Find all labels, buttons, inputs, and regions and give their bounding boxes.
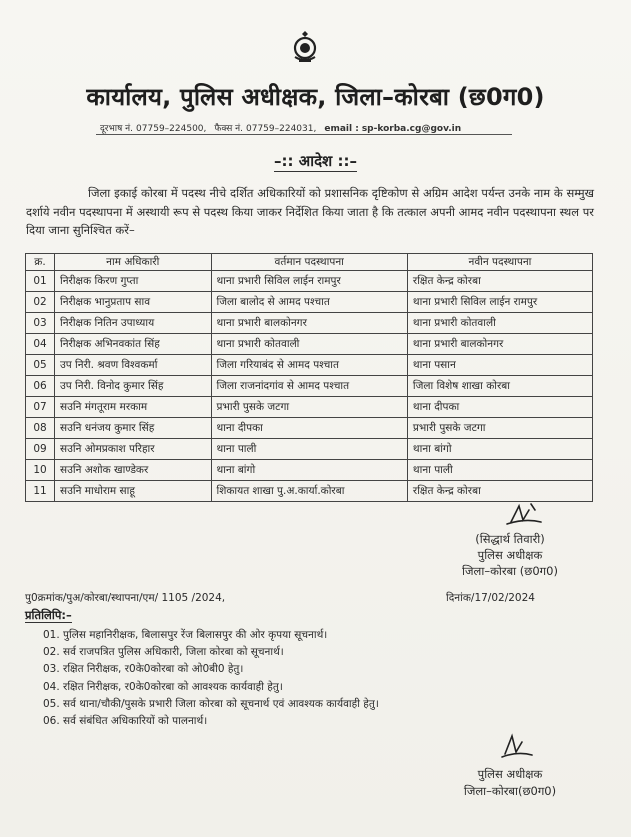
header-divider xyxy=(96,134,512,135)
list-item: 01. पुलिस महानिरीक्षक, बिलासपुर रेंज बिलासपुर की ओर कृपया सूचनार्थ। xyxy=(43,629,328,641)
cell-current-posting: जिला गरियाबंद से आमद पश्चात xyxy=(211,355,407,376)
cell-sn: 09 xyxy=(26,439,55,460)
cell-current-posting: जिला राजनांदगांव से आमद पश्चात xyxy=(211,376,407,397)
table-row xyxy=(26,439,593,460)
cell-new-posting: थाना प्रभारी सिविल लाईन रामपुर xyxy=(407,292,592,313)
order-date: दिनांक/17/02/2024 xyxy=(446,592,535,604)
table-row xyxy=(26,460,593,481)
fax-label: फैक्स नं. xyxy=(214,124,243,134)
copy-label xyxy=(25,608,72,623)
cell-current-posting: प्रभारी पुसके जटगा xyxy=(211,397,407,418)
cell-new-posting: थाना पसान xyxy=(407,355,592,376)
list-item: 06. सर्व संबंधित अधिकारियों को पालनार्थ। xyxy=(43,715,208,728)
cell-name: निरीक्षक नितिन उपाध्याय xyxy=(55,313,212,334)
cell-new-posting: थाना पाली xyxy=(407,460,592,481)
signature-mark-icon xyxy=(505,500,545,530)
cell-new-posting: रक्षित केन्द्र कोरबा xyxy=(407,271,592,292)
cell-new-posting: थाना दीपका xyxy=(407,397,592,418)
cell-name: सउनि माधोराम साहू xyxy=(55,481,212,502)
cell-current-posting: थाना प्रभारी सिविल लाईन रामपुर xyxy=(211,271,407,292)
email-label: email : xyxy=(324,124,359,134)
list-item: 05. सर्व थाना/चौकी/पुसके प्रभारी जिला कोरबा को सूचनार्थ एवं आवश्यक कार्यवाही हेतु। xyxy=(43,697,379,710)
signature-mark-icon xyxy=(500,730,534,762)
table-row xyxy=(26,334,593,355)
signatory-name: (सिद्धार्थ तिवारी) xyxy=(475,532,545,546)
office-title: कार्यालय, पुलिस अधीक्षक, जिला–कोरबा (छ0ग0) xyxy=(86,83,545,111)
reference-number: पु0क्रमांक/पुअ/कोरबा/स्थापना/एम/ 1105 /2024, xyxy=(25,592,226,604)
cell-current-posting: जिला बालोद से आमद पश्चात xyxy=(211,292,407,313)
cell-sn: 10 xyxy=(26,460,55,481)
cell-sn: 06 xyxy=(26,376,55,397)
cell-name: उप निरी. विनोद कुमार सिंह xyxy=(55,376,212,397)
cell-new-posting: प्रभारी पुसके जटगा xyxy=(407,418,592,439)
table-body xyxy=(26,271,593,502)
posting-table xyxy=(25,253,593,502)
cell-current-posting: थाना पाली xyxy=(211,439,407,460)
cell-name: निरीक्षक किरण गुप्ता xyxy=(55,271,212,292)
cell-sn: 08 xyxy=(26,418,55,439)
cell-name: निरीक्षक भानुप्रताप साव xyxy=(55,292,212,313)
cell-name: सउनि धनंजय कुमार सिंह xyxy=(55,418,212,439)
cell-sn: 11 xyxy=(26,481,55,502)
email-address: sp-korba.cg@gov.in xyxy=(361,124,462,134)
footer-district: जिला–कोरबा(छ0ग0) xyxy=(463,784,557,798)
cell-new-posting: थाना प्रभारी कोतवाली xyxy=(407,313,592,334)
order-paragraph: जिला इकाई कोरबा में पदस्थ नीचे दर्शित अधिकारियों को प्रशासनिक दृष्टिकोण से अग्रिम आदेश पर्यन्त उनके नाम के सम्मुख दर्शाये नवीन पदस्थापना में अस्थायी रूप से पदस्थ किया जाकर निर्देशित किया जाता है कि तत्काल अपनी आमद नवीन पदस्थापना स्थल पर दिया जाना सुनिश्चित करें– xyxy=(26,186,594,237)
cell-sn: 07 xyxy=(26,397,55,418)
order-heading xyxy=(0,151,631,171)
phone-label: दूरभाष नं. xyxy=(100,124,134,134)
cell-sn: 01 xyxy=(26,271,55,292)
footer-designation: पुलिस अधीक्षक xyxy=(477,767,543,781)
order-heading-text: –:: आदेश ::– xyxy=(274,152,357,170)
fax-number: 07759–224031, xyxy=(246,124,317,134)
cell-sn: 03 xyxy=(26,313,55,334)
header-current-posting: वर्तमान पदस्थापना xyxy=(211,254,407,271)
cell-name: सउनि अशोक खाण्डेकर xyxy=(55,460,212,481)
cell-current-posting: थाना दीपका xyxy=(211,418,407,439)
cell-sn: 04 xyxy=(26,334,55,355)
table-row xyxy=(26,376,593,397)
table-row xyxy=(26,397,593,418)
cell-name: सउनि ओमप्रकाश परिहार xyxy=(55,439,212,460)
signatory-block xyxy=(430,531,590,579)
copy-list xyxy=(43,627,583,730)
cell-new-posting: थाना प्रभारी बालकोनगर xyxy=(407,334,592,355)
police-emblem-icon xyxy=(290,30,320,64)
copy-label-text: प्रतिलिपि:– xyxy=(25,608,72,622)
table-row xyxy=(26,271,593,292)
table-row xyxy=(26,313,593,334)
table-row xyxy=(26,355,593,376)
table-row xyxy=(26,418,593,439)
cell-new-posting: रक्षित केन्द्र कोरबा xyxy=(407,481,592,502)
cell-sn: 02 xyxy=(26,292,55,313)
list-item: 02. सर्व राजपत्रित पुलिस अधिकारी, जिला कोरबा को सूचनार्थ। xyxy=(43,646,284,659)
footer-signatory-block xyxy=(450,766,570,800)
cell-sn: 05 xyxy=(26,355,55,376)
signatory-designation: पुलिस अधीक्षक xyxy=(477,548,543,562)
contact-line xyxy=(100,121,560,134)
phone-number: 07759–224500, xyxy=(136,124,207,134)
list-item: 04. रक्षित निरीक्षक, र0के0कोरबा को आवश्यक कार्यवाही हेतु। xyxy=(43,680,283,693)
cell-current-posting: थाना बांगो xyxy=(211,460,407,481)
cell-current-posting: थाना प्रभारी बालकोनगर xyxy=(211,313,407,334)
signatory-district: जिला–कोरबा (छ0ग0) xyxy=(462,564,558,578)
table-header-row xyxy=(26,254,593,271)
cell-name: उप निरी. श्रवण विश्वकर्मा xyxy=(55,355,212,376)
cell-name: सउनि मंगतूराम मरकाम xyxy=(55,397,212,418)
header-name: नाम अधिकारी xyxy=(55,254,212,271)
cell-new-posting: जिला विशेष शाखा कोरबा xyxy=(407,376,592,397)
cell-current-posting: थाना प्रभारी कोतवाली xyxy=(211,334,407,355)
table-row xyxy=(26,292,593,313)
header-sn: क्र. xyxy=(26,254,55,271)
cell-name: निरीक्षक अभिनवकांत सिंह xyxy=(55,334,212,355)
table-row xyxy=(26,481,593,502)
cell-current-posting: शिकायत शाखा पु.अ.कार्या.कोरबा xyxy=(211,481,407,502)
list-item: 03. रक्षित निरीक्षक, र0के0कोरबा को ओ0बी0 हेतु। xyxy=(43,663,244,676)
cell-new-posting: थाना बांगो xyxy=(407,439,592,460)
header-new-posting: नवीन पदस्थापना xyxy=(407,254,592,271)
